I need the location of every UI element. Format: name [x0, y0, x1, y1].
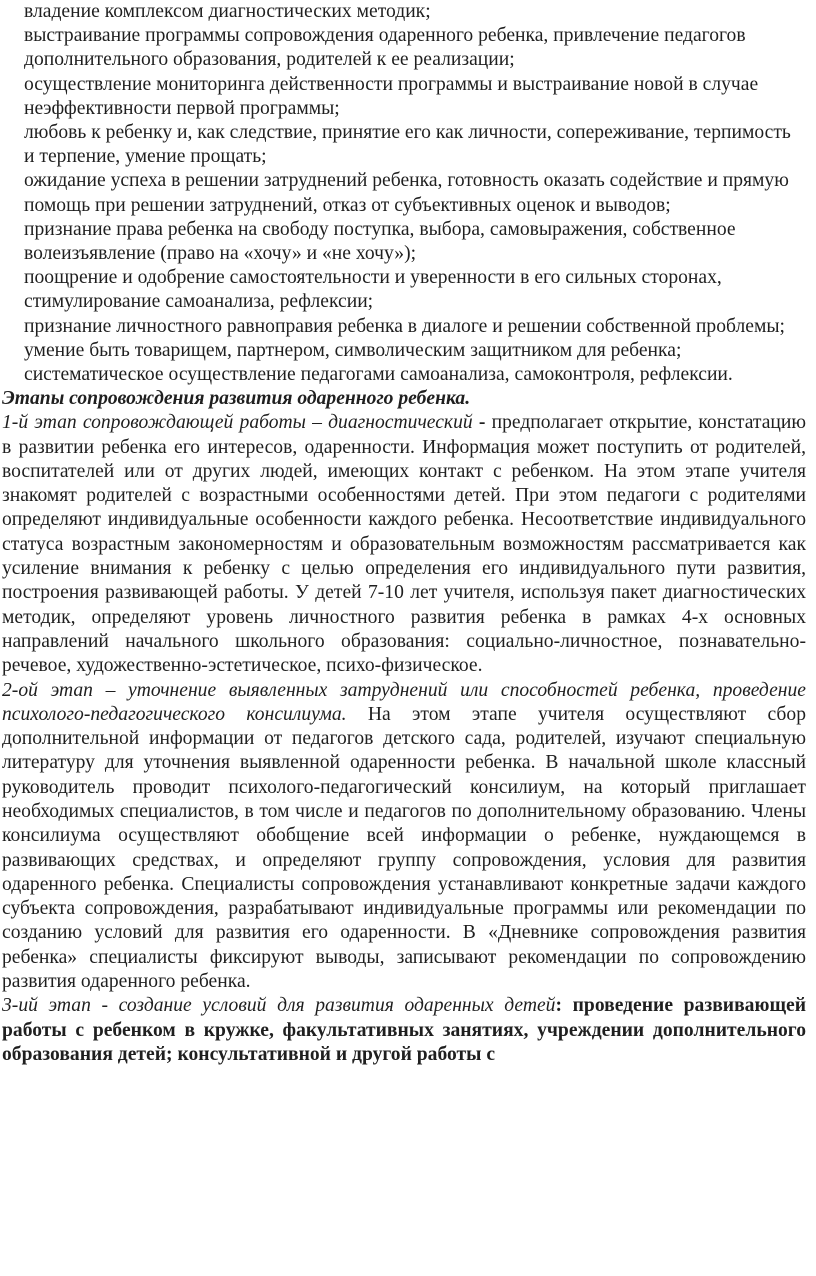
- stage-3-title: 3-ий этап - создание условий для развития одаренных детей: [2, 995, 556, 1017]
- list-item: владение комплексом диагностических методик;: [24, 1, 431, 22]
- stage-1-paragraph: [2, 411, 806, 678]
- list-item: поощрение и одобрение самостоятельности и уверенности в его сильных сторонах, стимулирование самоанализа, рефлексии;: [24, 267, 722, 313]
- stage-1-dash: -: [472, 412, 492, 434]
- stage-2-text: На этом этапе учителя осуществляют сбор дополнительной информации от педагогов детского сада, родителей, изучают специальную литературу для уточнения выявленной одаренности ребенка. В начальной школе классный руководитель проводит психолого-педагогический консилиум, на который приглашает необходимых специалистов, в том числе и педагогов по дополнительному образованию. Члены консилиума осуществляют обобщение всей информации о ребенке, нуждающемся в развивающих средствах, и определяют группу сопровождения, условия для развития одаренного ребенка. Специалисты сопровождения устанавливают конкретные задачи каждого субъекта сопровождения, разрабатывают индивидуальные программы или рекомендации по созданию условий для развития его одаренности. В «Дневнике сопровождения развития ребенка» специалисты фиксируют выводы, записывают рекомендации по сопровождению развития одаренного ребенка.: [2, 703, 806, 993]
- stage-2-paragraph: [2, 679, 806, 995]
- requirements-list: [2, 0, 806, 387]
- list-item: осуществление мониторинга действенности программы и выстраивание новой в случае неэффективности первой программы;: [24, 73, 759, 119]
- list-item: умение быть товарищем, партнером, символическим защитником для ребенка;: [24, 339, 682, 361]
- list-item: признание права ребенка на свободу поступка, выбора, самовыражения, собственное волеизъявление (право на «хочу» и «не хочу»);: [24, 218, 736, 265]
- stage-1-title: 1-й этап сопровождающей работы – диагностический: [2, 412, 473, 434]
- stage-1-text: предполагает открытие, констатацию в развитии ребенка его интересов, одаренности. Информация может поступить от родителей, воспитателей или от других людей, имеющих контакт с ребенком. На этом этапе учителя знакомят родителей с возрастными особенностями детей. При этом педагоги с родителями определяют индивидуальные особенности каждого ребенка. Несоответствие индивидуального статуса возрастным закономерностям и образовательным возможностям рассматривается как усиление внимания к ребенку с целью определения его индивидуального пути развития, построения развивающей работы. У детей 7-10 лет учителя, используя пакет диагностических методик, определяют уровень личностного развития ребенка в рамках 4-х основных направлений начального школьного образования: социально-личностное, познавательно-речевое, художественно-эстетическое, психо-физическое.: [2, 412, 807, 677]
- list-item: выстраивание программы сопровождения одаренного ребенка, привлечение педагогов дополнительного образования, родителей к ее реализации;: [24, 25, 746, 71]
- stage-3-text: : проведение развивающей работы с ребенком в кружке, факультативных занятиях, учреждении дополнительного образования детей; консультативной и другой работы с: [2, 995, 806, 1065]
- list-item: ожидание успеха в решении затруднений ребенка, готовность оказать содействие и прямую помощь при решении затруднений, отказ от субъективных оценок и выводов;: [24, 170, 789, 216]
- list-item: признание личностного равноправия ребенка в диалоге и решении собственной проблемы;: [24, 315, 785, 337]
- list-item: систематическое осуществление педагогами самоанализа, самоконтроля, рефлексии.: [24, 364, 733, 386]
- list-item: любовь к ребенку и, как следствие, принятие его как личности, сопереживание, терпимость и терпение, умение прощать;: [24, 122, 791, 168]
- section-heading: Этапы сопровождения развития одаренного ребенка.: [2, 388, 471, 410]
- stage-3-paragraph: [2, 994, 806, 1067]
- stage-2-title: 2-ой этап – уточнение выявленных затруднений или способностей ребенка, проведение психолого-педагогического консилиума.: [2, 679, 806, 725]
